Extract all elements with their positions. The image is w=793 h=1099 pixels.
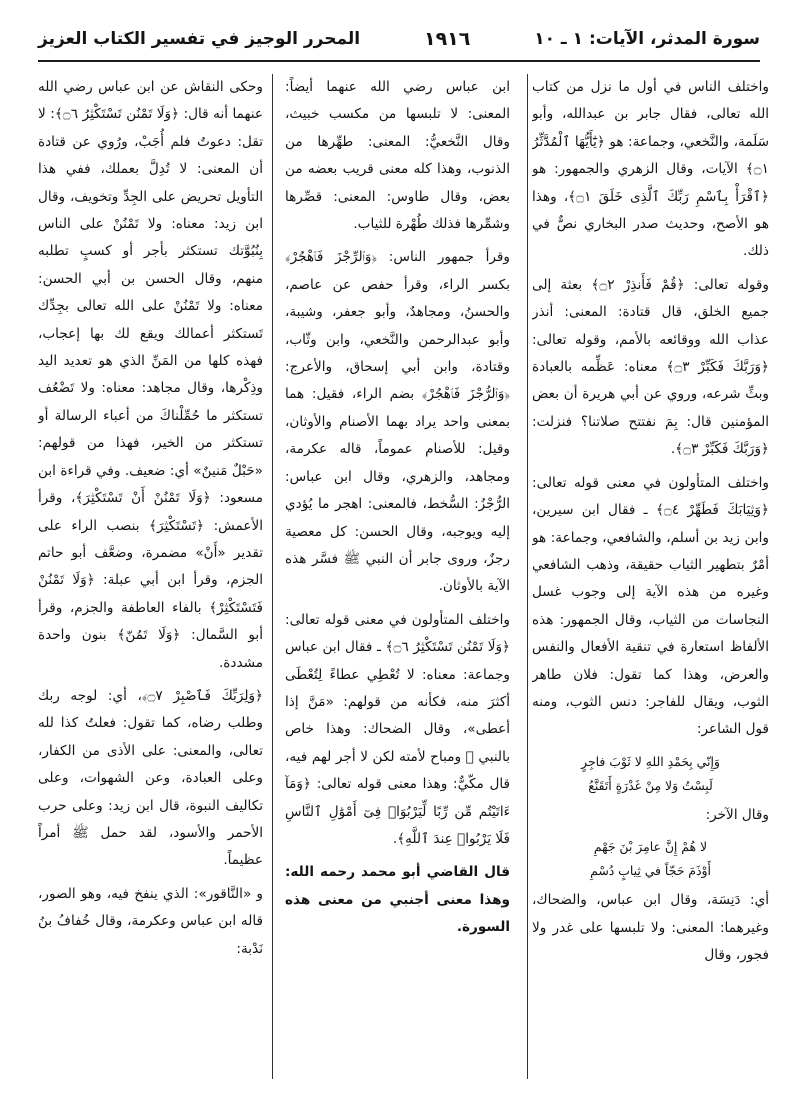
verse-line: وَإِنّي بِحَمْدِ اللهِ لا ثَوْبَ فاجِرٍ xyxy=(581,753,720,769)
text-column-left xyxy=(38,74,263,1084)
paragraph: وقال الآخر: xyxy=(705,806,769,823)
header-rule xyxy=(38,60,760,62)
verse-line: لا هُمْ إِنَّ عامِرَ بْنَ جَهْمِ xyxy=(593,839,708,855)
column-divider xyxy=(272,74,273,1079)
paragraph: و «النَّاقور»: الذي ينفخ فيه، وهو الصور، قاله ابن عباس وعكرمة، وقال خُفافُ بنُ نَدْبة: xyxy=(38,885,263,957)
text-column-middle xyxy=(285,74,510,1084)
paragraph: ﴿وَلِرَبِّكَ فَٱصْبِرْ ۝٧﴾، أي: لوجه ربك وطلب رضاه، كما تقول: فعلتُ كذا لله تعالى، والمعنى: على الأذى من الكفار، وعلى العبادة، وعن الشهوات، وعلى تكاليف النبوة، قال ابن زيد: وعلى حرب الأحمر والأسود، لقد حمل ﷺ أمراً عظيماً. xyxy=(38,687,263,869)
verse-line: أَوْذَمَ حَجّاً في ثِيابٍ دُسْمِ xyxy=(590,863,711,879)
book-title: المحرر الوجيز في تفسير الكتاب العزيز xyxy=(38,29,361,49)
paragraph: واختلف الناس في أول ما نزل من كتاب الله تعالى، فقال جابر بن عبدالله، وأبو سَلَمة، والنَّخعي، وجماعة: هو ﴿يَٰٓأَيُّهَا ٱلْمُدَّثِّرُ ۝١﴾ الآيات، وقال الزهري والجمهور: هو ﴿ٱقْرَأْ بِٱسْمِ رَبِّكَ ٱلَّذِى خَلَقَ ۝١﴾، وهذا هو الأصح، وحديث صدر البخاري نصٌّ في ذلك. xyxy=(532,79,769,260)
verse-line: لَبِسْتُ وَلا مِنْ غَدْرَةٍ أَتَقَنَّعُ xyxy=(588,777,713,793)
poetry-verse xyxy=(532,750,769,798)
paragraph: وقرأ جمهور الناس: ﴿وَٱلرِّجْزَ فَٱهْجُرْ﴾ بكسر الراء، وقرأ حفص عن عاصم، والحسنُ، ومجاهدٌ، وأبو جعفر، وشيبة، وأبو عبدالرحمن والنَّخعي، وابن وثّاب، وقتادة، وابن أبي إسحاق، والأعرج: ﴿وَٱلرُّجْزَ فَٱهْجُرْ﴾ بضم الراء، فقيل: هما بمعنى واحد يراد بهما الأصنام والأوثان، وقيل: للأصنام عموماً، قاله عكرمة، ومجاهد، والزهري، وقال ابن عباس: الرُّجْزُ: السُّخط، فالمعنى: اهجر ما يُؤدي إليه ويوجبه، وقال الحسن: كل معصية رجزٌ، وروى جابر أن النبي ﷺ فسَّر هذه الآية بالأوثان. xyxy=(285,249,510,595)
paragraph: واختلف المتأولون في معنى قوله تعالى: ﴿وَلَا تَمْنُن تَسْتَكْثِرُ ۝٦﴾ ـ فقال ابن عباس وجماعة: معناه: لا تُعْطِي عطاءً لِتُعْطَى أكثرَ منه، فكأنه من قولهم: «مَنَّ إذا أعطى»، وقال الضحاك: وهذا خاص بالنبي ﷺ ومباح لأمته لكن لا أجر لهم فيه، قال مكّيٌّ: وهذا معنى قوله تعالى: ﴿وَمَآ ءَاتَيْتُم مِّن رِّبًا لِّيَرْبُوَا۟ فِىٓ أَمْوَٰلِ ٱلنَّاسِ فَلَا يَرْبُوا۟ عِندَ ٱللَّهِ﴾. xyxy=(285,611,510,847)
paragraph: ابن عباس رضي الله عنهما أيضاً: المعنى: لا تلبسها من مكسب خبيث، وقال النَّخعيُّ: المعنى: طهِّرها من الذنوب، وهذا كله معنى قريب بعضه من بعض، وقال طاوس: المعنى: قصِّرها وشمِّرها فذلك طُهْرة للثياب. xyxy=(285,79,510,233)
paragraph: قال القاضي أبو محمد رحمه الله: وهذا معنى أجنبي من معنى هذه السورة. xyxy=(285,864,510,936)
column-divider xyxy=(527,74,528,1079)
text-column-right xyxy=(532,74,769,1084)
paragraph: أي: دَنِسَة، وقال ابن عباس، والضحاك، وغيرهما: المعنى: ولا تلبسها على غدر ولا فجور، وقال xyxy=(532,892,769,963)
poetry-verse xyxy=(532,835,769,883)
page-number: ١٩١٦ xyxy=(423,28,471,50)
paragraph: وحكى النقاش عن ابن عباس رضي الله عنهما أنه قال: ﴿وَلَا تَمْنُن تَسْتَكْثِرُ ۝٦﴾: لا تقل: دعوتُ فلم أُجَبْ، ورُوي عن قتادة أن المعنى: لا تُدِلَّ بعملك، ففي هذا التأويل تحريض على الجِدِّ وتخويف، وقال ابن زيد: معناه: ولا تَمْنُنْ على الناس بِنُبُوَّتك تستكثر بأجر أو كسبٍ تطلبه منهم، وقال الحسن بن أبي الحسن: معناه: ولا تَمْنُنْ على الله تعالى بجِدِّك تَستكثر أعمالك ويقع لك بها إعجاب، فهذه كلها من المَنِّ الذي هو تعديد اليد وذِكْرها، وقال مجاهد: معناه: ولا تَضْعُف تستكثر ما حُمِّلْناكَ من أعباء الرسالة أو تستكثر من الخير، فهذا من قولهم: «حَبْلٌ مَنينٌ» أي: ضعيف. وفي قراءة ابن مسعود: ﴿وَلَا تَمْنُنْ أَنْ تَسْتَكْثِرَ﴾، وقرأ الأعمش: ﴿تَسْتَكْثِرَ﴾ بنصب الراء على تقدير «أَنْ» مضمرة، وضعَّف أبو حاتم الجزم، وقرأ ابن أبي عبلة: ﴿وَلَا تَمْنُنْ فَتَسْتَكْثِرْ﴾ بالفاء العاطفة والجزم، وقرأ أبو السَّمال: ﴿وَلَا تَمُنّ﴾ بنون واحدة مشددة. xyxy=(38,79,263,671)
paragraph: وقوله تعالى: ﴿قُمْ فَأَنذِرْ ۝٢﴾ بعثة إلى جميع الخلق، قال قتادة: المعنى: أنذر عذاب الله ووقائعه بالأمم، وقوله تعالى: ﴿وَرَبَّكَ فَكَبِّرْ ۝٣﴾ معناه: عَظِّمه بالعبادة وبثِّ شرعه، وروي عن أبي هريرة أن بعض المؤمنين قال: بِمَ نفتتح صلاتنا؟ فنزلت: ﴿وَرَبَّكَ فَكَبِّرْ ۝٣﴾. xyxy=(532,276,769,458)
page-header xyxy=(38,22,760,56)
surah-info: سورة المدثر، الآيات: ١ ـ ١٠ xyxy=(534,29,760,49)
paragraph: واختلف المتأولون في معنى قوله تعالى: ﴿وَثِيَابَكَ فَطَهِّرْ ۝٤﴾ ـ فقال ابن سيرين، وابن زيد بن أسلم، والشافعي، وجماعة: هو أمْرٌ بتطهير الثياب حقيقة، وذهب الشافعي وغيره من هذه الآية إلى وجوب غسل النجاسات من الثياب، وقال الجمهور: هذه الألفاظ استعارة في تنقية الأفعال والنفس والعرض، وهذا كما تقول: فلان طاهر الثوب، ويقال للفاجر: دنس الثوب، ومنه قول الشاعر: xyxy=(532,474,769,738)
